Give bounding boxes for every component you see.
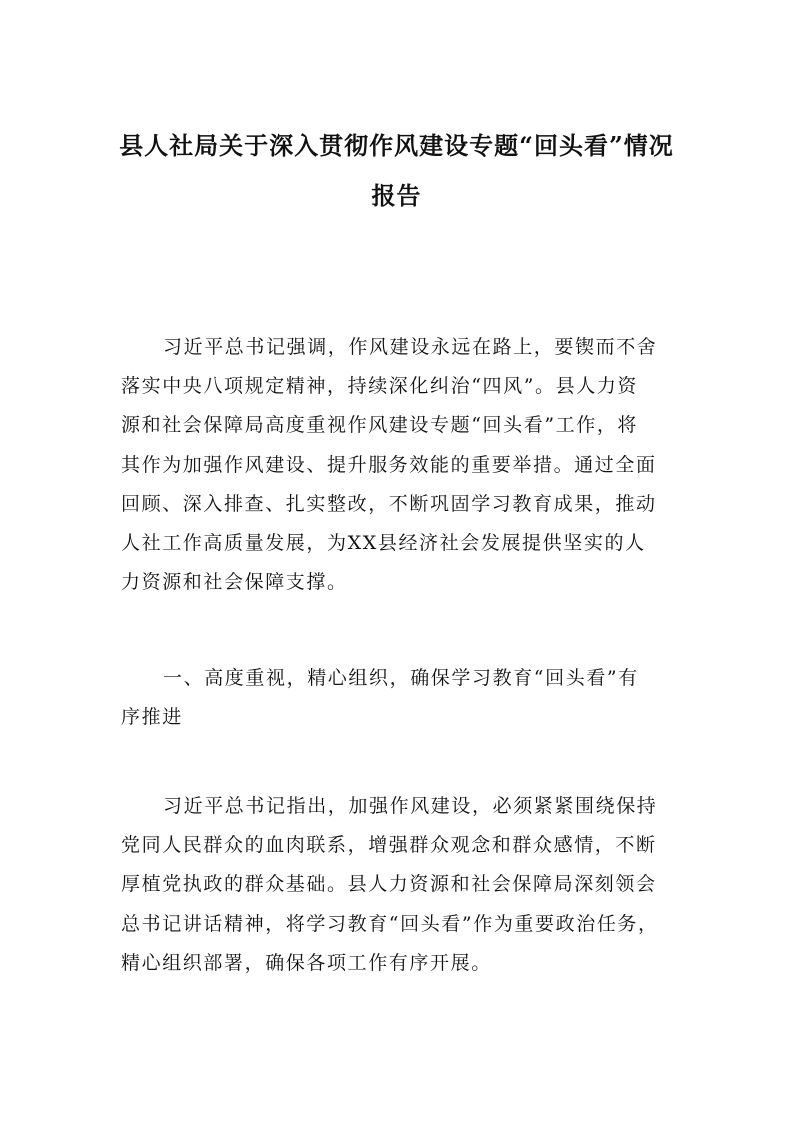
heading-line: 一、高度重视，精心组织，确保学习教育“回头看”有 [163, 667, 639, 689]
paragraph-section-1 [121, 787, 677, 983]
section-heading-1 [121, 659, 677, 737]
paragraph-line: 力资源和社会保障支撑。 [121, 571, 348, 594]
document-title-line-1: 县人社局关于深入贯彻作风建设专题“回头看”情况 [119, 131, 674, 160]
paragraph-line: 党同人民群众的血肉联系，增强群众观念和群众感情，不断 [121, 834, 657, 857]
paragraph-line: 精心组织部署，确保各项工作有序开展。 [121, 951, 492, 974]
paragraph-line: 总书记讲话精神，将学习教育“回头看”作为重要政治任务， [121, 912, 659, 935]
paragraph-line: 厚植党执政的群众基础。县人力资源和社会保障局深刻领会 [121, 873, 657, 896]
heading-line: 序推进 [121, 706, 183, 729]
document-title-line-2: 报告 [371, 181, 422, 210]
paragraph-line: 回顾、深入排查、扎实整改，不断巩固学习教育成果，推动 [121, 492, 657, 515]
paragraph-intro [121, 328, 677, 602]
paragraph-line: 习近平总书记强调，作风建设永远在路上，要锲而不舍 [163, 336, 658, 358]
paragraph-line: 人社工作高质量发展，为XX县经济社会发展提供坚实的人 [121, 531, 646, 554]
paragraph-line: 落实中央八项规定精神，持续深化纠治“四风”。县人力资 [121, 375, 639, 398]
paragraph-line: 源和社会保障局高度重视作风建设专题“回头看”工作，将 [121, 414, 639, 437]
paragraph-line: 其作为加强作风建设、提升服务效能的重要举措。通过全面 [121, 453, 657, 476]
paragraph-line: 习近平总书记指出，加强作风建设，必须紧紧围绕保持 [163, 795, 658, 817]
